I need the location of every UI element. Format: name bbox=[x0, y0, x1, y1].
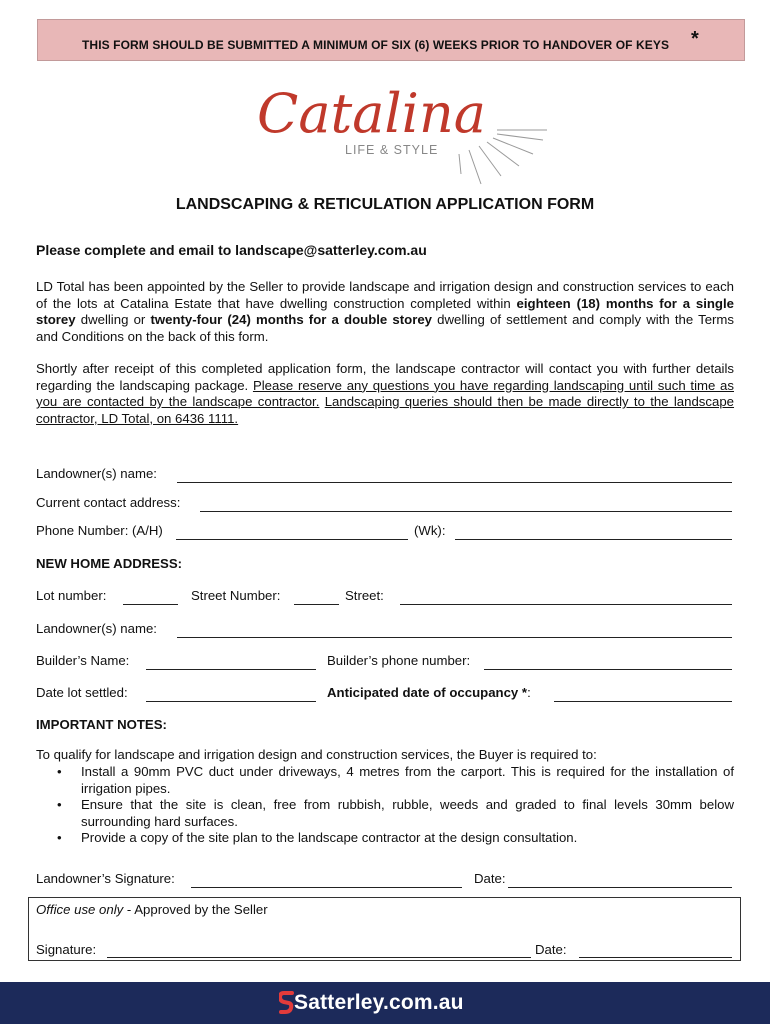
landowner-name-field[interactable] bbox=[177, 482, 732, 483]
landowner-name-2-field[interactable] bbox=[177, 637, 732, 638]
bullet-icon: • bbox=[57, 764, 62, 779]
builders-name-field[interactable] bbox=[146, 669, 316, 670]
bullet-icon: • bbox=[57, 830, 62, 845]
catalina-logo bbox=[255, 72, 555, 190]
para2-underlined-reserve-questions: Please reserve any questions you have regarding landscaping until such time as you are contacted by the landscape contractor. bbox=[36, 377, 734, 409]
list-item bbox=[36, 797, 734, 830]
contact-paragraph bbox=[36, 361, 734, 427]
logo-tagline: LIFE & STYLE bbox=[345, 143, 439, 157]
important-notes-heading: IMPORTANT NOTES: bbox=[36, 717, 167, 732]
landowner-signature-field[interactable] bbox=[191, 887, 462, 888]
para2-underlined-contact-ld-total: Landscaping queries should then be made directly to the landscape contractor, LD Total, on 6436 1111. bbox=[36, 394, 735, 426]
landowner-name-2-label: Landowner(s) name: bbox=[36, 621, 157, 636]
street-label: Street: bbox=[345, 588, 384, 603]
office-date-label: Date: bbox=[535, 942, 567, 957]
logo-script-text: Catalina bbox=[257, 82, 486, 145]
notes-list bbox=[36, 764, 734, 847]
lot-number-field[interactable] bbox=[123, 604, 178, 605]
office-use-box bbox=[28, 897, 741, 961]
signature-date-label: Date: bbox=[474, 871, 506, 886]
signature-date-field[interactable] bbox=[508, 887, 732, 888]
landowner-signature-label: Landowner’s Signature: bbox=[36, 871, 175, 886]
list-item bbox=[36, 830, 734, 847]
list-item bbox=[36, 764, 734, 797]
banner-text: THIS FORM SHOULD BE SUBMITTED A MINIMUM OF SIX (6) WEEKS PRIOR TO HANDOVER OF KEYS bbox=[82, 38, 670, 52]
intro-heading: Please complete and email to landscape@satterley.com.au bbox=[36, 242, 427, 258]
phone-wk-label: (Wk): bbox=[414, 523, 446, 538]
date-settled-label: Date lot settled: bbox=[36, 685, 128, 700]
note-item-text: Install a 90mm PVC duct under driveways, 4 metres from the carport. This is required for the installation of irrigation pipes. bbox=[81, 764, 734, 796]
builders-phone-field[interactable] bbox=[484, 669, 732, 670]
office-signature-field[interactable] bbox=[107, 957, 531, 958]
para1-text-e: dwelling of settlement and comply with the Terms and Conditions on the back of this form. bbox=[36, 312, 735, 344]
office-use-heading bbox=[36, 902, 268, 917]
occupancy-date-label bbox=[327, 685, 531, 700]
office-signature-label: Signature: bbox=[36, 942, 97, 957]
occupancy-date-colon: : bbox=[527, 685, 531, 700]
para2-text-a: Shortly after receipt of this completed application form, the landscape contractor will contact you with further details regarding the landscaping package. bbox=[36, 361, 734, 393]
occupancy-date-field[interactable] bbox=[554, 701, 732, 702]
office-use-rest: - Approved by the Seller bbox=[123, 902, 268, 917]
satterley-s-logo-icon bbox=[279, 990, 295, 1016]
phone-ah-label: Phone Number: (A/H) bbox=[36, 523, 163, 538]
phone-ah-field[interactable] bbox=[176, 539, 408, 540]
street-number-field[interactable] bbox=[294, 604, 339, 605]
para1-text-a: LD Total has been appointed by the Seller to provide landscape and irrigation design and construction services to each of the lots at Catalina Estate that have dwelling construction completed within bbox=[36, 279, 734, 311]
street-field[interactable] bbox=[400, 604, 732, 605]
office-use-italic: Office use only bbox=[36, 902, 124, 917]
footer-website[interactable]: Satterley.com.au bbox=[294, 991, 464, 1014]
contact-address-label: Current contact address: bbox=[36, 495, 181, 510]
footer-bar bbox=[0, 982, 770, 1024]
landowner-name-label: Landowner(s) name: bbox=[36, 466, 157, 481]
builders-name-label: Builder’s Name: bbox=[36, 653, 130, 668]
notes-intro: To qualify for landscape and irrigation design and construction services, the Buyer is required to: bbox=[36, 747, 597, 762]
phone-wk-field[interactable] bbox=[455, 539, 732, 540]
banner-asterisk: * bbox=[691, 28, 699, 50]
para1-bold-double-storey: twenty-four (24) months for a double storey bbox=[150, 312, 433, 327]
contact-address-field[interactable] bbox=[200, 511, 732, 512]
para1-bold-single-storey: eighteen (18) months for a single storey bbox=[36, 295, 734, 327]
submission-deadline-banner bbox=[37, 19, 745, 61]
para1-text-c: dwelling or bbox=[75, 312, 151, 327]
date-settled-field[interactable] bbox=[146, 701, 316, 702]
form-title: LANDSCAPING & RETICULATION APPLICATION FORM bbox=[175, 196, 595, 213]
office-date-field[interactable] bbox=[579, 957, 732, 958]
note-item-text: Ensure that the site is clean, free from rubbish, rubble, weeds and graded to final levels 30mm below surrounding hard surfaces. bbox=[81, 797, 734, 829]
note-item-text: Provide a copy of the site plan to the landscape contractor at the design consultation. bbox=[81, 830, 578, 845]
occupancy-date-label-bold: Anticipated date of occupancy * bbox=[327, 685, 528, 700]
new-home-address-heading: NEW HOME ADDRESS: bbox=[36, 556, 183, 571]
lot-number-label: Lot number: bbox=[36, 588, 107, 603]
bullet-icon: • bbox=[57, 797, 62, 812]
intro-paragraph bbox=[36, 279, 734, 345]
builders-phone-label: Builder’s phone number: bbox=[327, 653, 471, 668]
street-number-label: Street Number: bbox=[191, 588, 281, 603]
